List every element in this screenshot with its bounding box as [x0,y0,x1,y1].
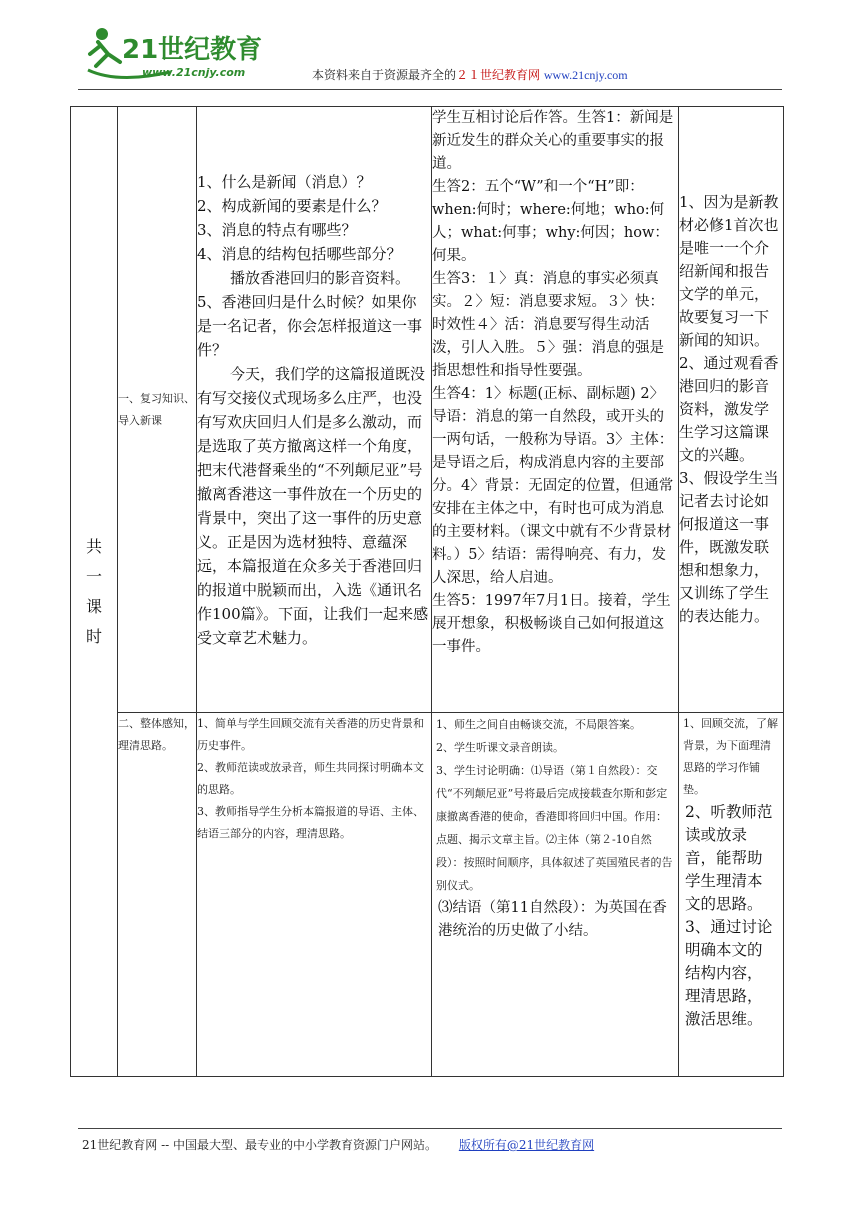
teacher-line: 4、消息的结构包括哪些部分？ [197,244,402,263]
teacher-line: 播放香港回归的影音资料。 [230,268,411,287]
teacher-line: 1、什么是新闻（消息）？ [197,172,372,191]
intent-line: 2、听教师范读或放录音，能帮助学生理清本文的思路。 [685,803,773,913]
student-line: 1、师生之间自由畅谈交流，不局限答案。 [436,718,641,731]
intent-line: 1、因为是新教材必修1首次也是唯一一个介绍新闻和报告文学的单元，故要复习一下新闻的知识。 [679,193,779,349]
period-label: 共 一 课 时 [85,536,102,646]
student-activity-cell [432,713,679,1077]
site-logo[interactable] [78,24,288,86]
design-intent-cell [679,713,784,1077]
intent-line: 1、回顾交流，了解背景，为下面理清思路的学习作铺垫。 [683,717,778,796]
header-source-url[interactable]: www.21cnjy.com [543,68,628,82]
stage-label: 二、整体感知，理清思路。 [118,717,195,752]
teacher-line: 3、消息的特点有哪些？ [197,220,357,239]
student-line: ⑶结语（第11自然段）：为英国在香港统治的历史做了小结。 [438,900,667,939]
period-cell [71,107,118,1077]
teacher-line: 2、构成新闻的要素是什么？ [197,196,387,215]
page-header [0,0,860,100]
stage-cell [118,107,197,713]
student-line: 生答5：1997年7月1日。接着，学生展开想象，积极畅谈自己如何报道这一事件。 [432,593,671,655]
copyright-link[interactable]: 版权所有@21世纪教育网 [458,1138,595,1152]
header-source-site[interactable]: ２１世纪教育网 [456,68,541,82]
header-source-prefix: 本资料来自于资源最齐全的 [312,68,457,82]
footer-text: 21世纪教育网 -- 中国最大型、最专业的中小学教育资源门户网站。 [82,1138,438,1152]
stage-cell [118,713,197,1077]
teacher-line: 2、教师范读或放录音，师生共同探讨明确本文的思路。 [197,761,424,796]
student-line: 生答3：１〉真：消息的事实必须真实。２〉短：消息要求短。３〉快：时效性４〉活：消息要写得生动活泼，引人入胜。５〉强：消息的强是指思想性和指导性要强。 [432,271,664,379]
logo-url: www.21cnjy.com [142,66,246,79]
header-divider [78,89,782,90]
teacher-line: 3、教师指导学生分析本篇报道的导语、主体、结语三部分的内容，理清思路。 [197,805,424,840]
lesson-plan-table [70,106,784,1077]
table-row [71,107,784,713]
teacher-activity-cell [197,107,432,713]
student-line: 生答4：1〉标题(正标、副标题) 2〉导语：消息的第一自然段，或开头的一两句话，一般称为导语。3〉主体：是导语之后，构成消息内容的主要部分。4〉背景：无固定的位置，但通常安排在主体之中，有时也可成为消息的主要材料。（课文中就有不少背景材料。）5〉结语：需得响亮、有力，发人深思，给人启迪。 [432,386,674,586]
logo-text: 21世纪教育 [122,35,263,65]
intent-line: 3、通过讨论明确本文的结构内容，理清思路，激活思维。 [685,918,773,1028]
page-footer [82,1136,594,1153]
footer-divider [78,1128,782,1129]
design-intent-cell [679,107,784,713]
student-line: 3、学生讨论明确：⑴导语（第１自然段）：交代“不列颠尼亚”号将最后完成接载查尔斯和彭定康撤离香港的使命，香港即将回归中国。作用：点题、揭示文章主旨。⑵主体（第２-10自然段）：按照时间顺序，具体叙述了英国殖民者的告别仪式。 [436,764,673,892]
student-line: 生答2：五个“W”和一个“H”即：when:何时；where:何地；who:何人；what:何事；why:何因；how：何果。 [432,179,669,264]
student-line: 学生互相讨论后作答。生答1：新闻是新近发生的群众关心的重要事实的报道。 [432,110,674,172]
teacher-line: 1、简单与学生回顾交流有关香港的历史背景和历史事件。 [197,717,424,752]
teacher-activity-cell [197,713,432,1077]
student-activity-cell [432,107,679,713]
table-row [71,713,784,1077]
student-line: 2、学生听课文录音朗读。 [436,741,564,754]
teacher-line: 5、香港回归是什么时候？如果你是一名记者，你会怎样报道这一事件？ [197,292,423,359]
stage-label: 一、复习知识、导入新课 [118,391,195,427]
header-source-line [312,66,628,83]
teacher-line: 今天，我们学的这篇报道既没有写交接仪式现场多么庄严，也没有写欢庆回归人们是多么激动，而是选取了英方撤离这样一个角度，把末代港督乘坐的“不列颠尼亚”号撤离香港这一事件放在一个历史的背景中，突出了这一事件的历史意义。正是因为选材独特、意蕴深远，本篇报道在众多关于香港回归的报道中脱颖而出，入选《通讯名作100篇》。下面，让我们一起来感受文章艺术魅力。 [197,364,429,647]
intent-line: 2、通过观看香港回归的影音资料，激发学生学习这篇课文的兴趣。 [679,354,779,464]
intent-line: 3、假设学生当记者去讨论如何报道这一事件，既激发联想和想象力，又训练了学生的表达能力。 [679,469,779,625]
